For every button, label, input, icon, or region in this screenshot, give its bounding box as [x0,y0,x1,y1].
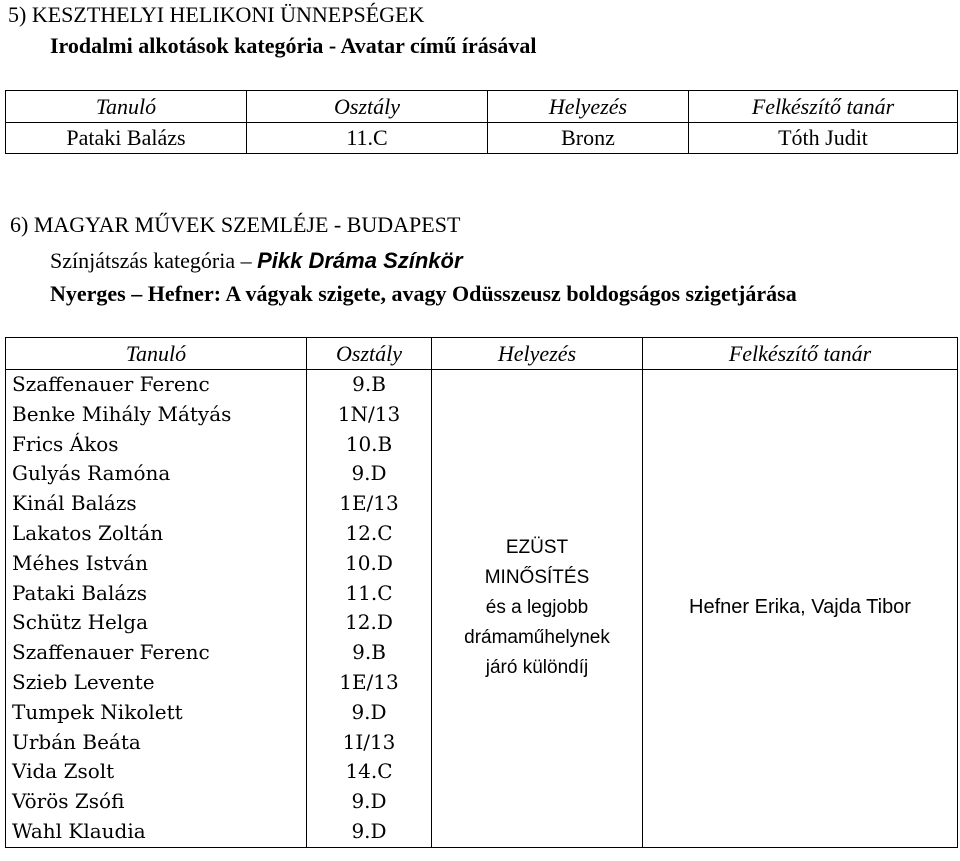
student-name: Kinál Balázs [6,489,307,519]
student-class: 12.D [307,608,432,638]
header-class: Osztály [247,91,488,123]
student-name: Urbán Beáta [6,728,307,758]
table-row [6,123,958,154]
student-name: Frics Ákos [6,430,307,460]
student-name: Gulyás Ramóna [6,459,307,489]
header-place: Helyezés [432,338,643,370]
section5-heading: 5) KESZTHELYI HELIKONI ÜNNEPSÉGEK [8,2,425,27]
header-teacher: Felkészítő tanár [689,91,958,123]
student-class: 9.D [307,817,432,847]
student-teacher: Tóth Judit [689,123,958,154]
student-class: 9.D [307,698,432,728]
result-cell [432,370,643,848]
student-class: 9.D [307,787,432,817]
result-text [464,533,610,683]
section6-heading: 6) MAGYAR MŰVEK SZEMLÉJE - BUDAPEST [10,212,461,237]
header-place: Helyezés [488,91,689,123]
student-name: Pataki Balázs [6,123,247,154]
student-name: Vörös Zsófi [6,787,307,817]
group-name: Pikk Dráma Színkör [257,248,463,273]
student-name: Szaffenauer Ferenc [6,638,307,668]
student-name: Benke Mihály Mátyás [6,400,307,430]
student-name: Schütz Helga [6,608,307,638]
teacher-cell: Hefner Erika, Vajda Tibor [643,370,958,848]
student-class: 9.B [307,370,432,400]
student-name: Tumpek Nikolett [6,698,307,728]
result-line: és a legjobb [485,597,589,619]
student-class: 1N/13 [307,400,432,430]
category-prefix: Színjátszás kategória – [50,248,252,273]
student-class: 12.C [307,519,432,549]
result-line: MINŐSÍTÉS [484,567,590,589]
result-line: EZÜST [505,537,569,559]
student-list [6,370,958,848]
student-name: Szaffenauer Ferenc [6,370,307,400]
student-class: 1E/13 [307,668,432,698]
student-class: 9.B [307,638,432,668]
student-class: 14.C [307,757,432,787]
section5-subheading: Irodalmi alkotások kategória - Avatar című írásával [50,33,537,58]
student-name: Méhes István [6,549,307,579]
student-place: Bronz [488,123,689,154]
student-class: 1E/13 [307,489,432,519]
result-line: járó különdíj [485,657,589,679]
section6-play: Nyerges – Hefner: A vágyak szigete, avagy Odüsszeusz boldogságos szigetjárása [50,281,797,306]
student-class: 10.B [307,430,432,460]
student-name: Wahl Klaudia [6,817,307,847]
student-name: Vida Zsolt [6,757,307,787]
result-line: drámaműhelynek [464,627,610,649]
student-name: Szieb Levente [6,668,307,698]
header-student: Tanuló [6,338,307,370]
header-teacher: Felkészítő tanár [643,338,958,370]
header-student: Tanuló [6,91,247,123]
student-class: 9.D [307,459,432,489]
table-row [6,370,958,400]
student-class: 10.D [307,549,432,579]
student-class: 1I/13 [307,728,432,758]
student-name: Pataki Balázs [6,579,307,609]
header-class: Osztály [307,338,432,370]
student-class: 11.C [247,123,488,154]
section6-category [50,248,463,274]
student-class: 11.C [307,579,432,609]
section6-table [5,337,958,848]
student-name: Lakatos Zoltán [6,519,307,549]
section5-table [5,90,958,154]
